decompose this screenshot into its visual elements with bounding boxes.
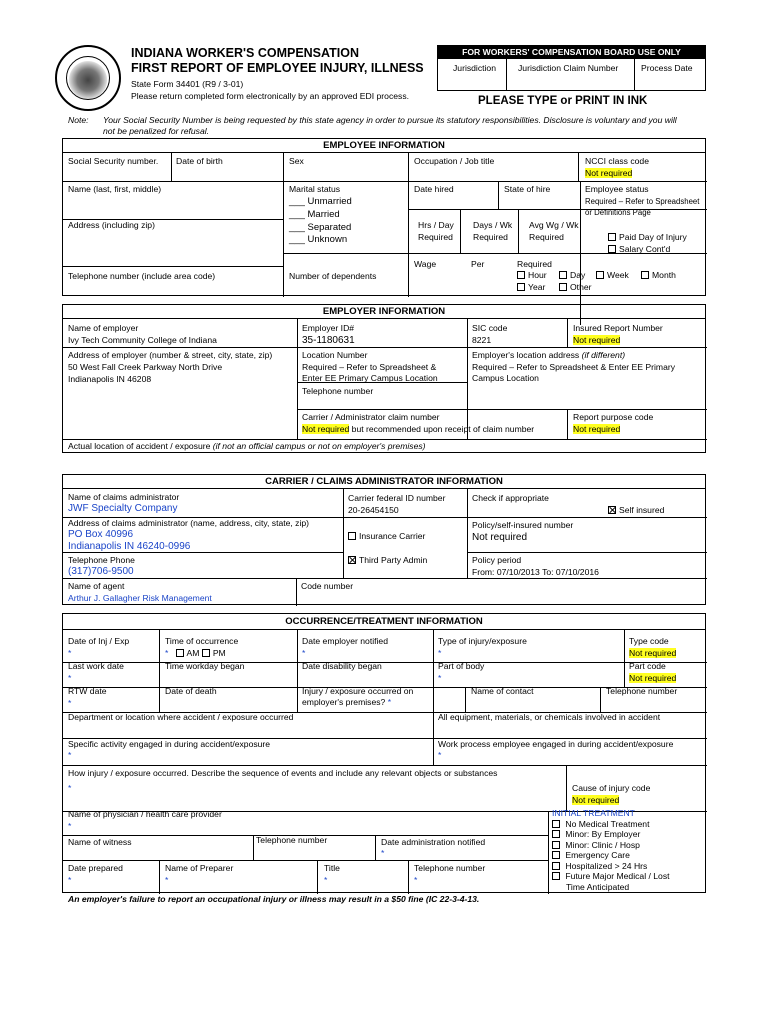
day-label: Day bbox=[570, 270, 586, 280]
claims-admin-address1[interactable]: PO Box 40996 bbox=[68, 529, 134, 540]
dob-label: Date of birth bbox=[176, 156, 223, 166]
claims-admin-value[interactable]: JWF Specialty Company bbox=[68, 503, 178, 514]
hrs-day-label: Hrs / Day bbox=[418, 220, 454, 230]
date-injury-label: Date of Inj / Exp bbox=[68, 636, 130, 646]
check-appropriate-label: Check if appropriate bbox=[472, 493, 549, 503]
instruction-text: Please return completed form electronically by an approved EDI process. bbox=[131, 91, 410, 101]
jurisdiction-claim-label: Jurisdiction Claim Number bbox=[518, 63, 619, 73]
location-address-line1: Required – Refer to Spreadsheet & Enter EE Primary bbox=[472, 362, 676, 372]
activity-label: Specific activity engaged in during accident/exposure bbox=[68, 739, 271, 749]
required-star: * bbox=[381, 848, 385, 858]
days-wk-value: Required bbox=[473, 232, 508, 242]
code-number-label: Code number bbox=[301, 581, 354, 591]
future-major-checkbox[interactable] bbox=[552, 872, 560, 880]
note-line2: not be penalized for refusal. bbox=[103, 126, 210, 136]
employer-id-label: Employer ID# bbox=[302, 323, 355, 333]
blank-line: ___ bbox=[289, 209, 305, 220]
date-admin-label: Date administration notified bbox=[381, 837, 486, 847]
location-number-label: Location Number bbox=[302, 350, 368, 360]
initial-treatment-label: INITIAL TREATMENT bbox=[552, 808, 635, 818]
blank-line: ___ bbox=[289, 196, 305, 207]
note-line1: Your Social Security Number is being requested by this state agency in order to pursue its statutory responsibilities. Disclosure is voluntary and you will bbox=[103, 115, 677, 125]
agent-label: Name of agent bbox=[68, 581, 125, 591]
sic-label: SIC code bbox=[472, 323, 508, 333]
year-checkbox[interactable] bbox=[517, 283, 525, 291]
claims-admin-address-label: Address of claims administrator (name, address, city, state, zip) bbox=[68, 518, 310, 528]
equipment-label: All equipment, materials, or chemicals involved in accident bbox=[438, 712, 661, 722]
dependents-label: Number of dependents bbox=[289, 271, 377, 281]
required-star: * bbox=[68, 673, 72, 683]
date-hired-label: Date hired bbox=[414, 184, 454, 194]
report-purpose-value: Not required bbox=[573, 424, 621, 434]
time-began-label: Time workday began bbox=[165, 661, 245, 671]
treatment-option: Hospitalized > 24 Hrs bbox=[565, 861, 648, 871]
location-address-label: Employer's location address bbox=[472, 350, 580, 360]
lost-time-label: Time Anticipated bbox=[566, 882, 630, 892]
department-label: Department or location where accident / exposure occurred bbox=[68, 712, 294, 722]
agent-value[interactable]: Arthur J. Gallagher Risk Management bbox=[68, 593, 212, 603]
employee-section bbox=[62, 138, 706, 296]
jurisdiction-label: Jurisdiction bbox=[453, 63, 496, 73]
minor-employer-checkbox[interactable] bbox=[552, 830, 560, 838]
employee-section-title: EMPLOYEE INFORMATION bbox=[63, 139, 705, 153]
rtw-label: RTW date bbox=[68, 686, 107, 696]
salary-checkbox[interactable] bbox=[608, 245, 616, 253]
avg-wg-value: Required bbox=[529, 232, 564, 242]
required-star: * bbox=[68, 750, 72, 760]
required-star: * bbox=[302, 648, 306, 658]
occurrence-section bbox=[62, 613, 706, 893]
last-work-label: Last work date bbox=[68, 661, 124, 671]
carrier-claim-highlight: Not required bbox=[302, 424, 350, 434]
self-insured-label: Self insured bbox=[619, 505, 665, 515]
treatment-option: Minor: Clinic / Hosp bbox=[565, 840, 640, 850]
physician-label: Name of physician / health care provider bbox=[68, 809, 222, 819]
occurrence-section-title: OCCURRENCE/TREATMENT INFORMATION bbox=[63, 614, 705, 630]
how-injury-label: How injury / exposure occurred. Describe the sequence of events and include any relevant objects or substances bbox=[68, 768, 498, 778]
avg-wg-label: Avg Wg / Wk bbox=[529, 220, 579, 230]
required-star: * bbox=[387, 697, 392, 707]
emp-status-value2: or Definitions Page bbox=[585, 208, 651, 217]
required-star: * bbox=[68, 648, 72, 658]
title-label: Title bbox=[324, 863, 340, 873]
premises-label2: employer's premises? bbox=[302, 697, 386, 707]
form-title-line1: INDIANA WORKER'S COMPENSATION bbox=[131, 46, 359, 60]
am-label: AM bbox=[186, 648, 200, 658]
emp-status-value1: Required – Refer to Spreadsheet bbox=[585, 197, 700, 206]
employer-name-value[interactable]: Ivy Tech Community College of Indiana bbox=[68, 335, 217, 345]
insured-report-value: Not required bbox=[573, 335, 621, 345]
state-seal bbox=[55, 45, 121, 111]
address-label: Address (including zip) bbox=[68, 220, 155, 230]
required-star: * bbox=[68, 783, 72, 793]
note-label: Note: bbox=[68, 115, 89, 125]
footer-warning: An employer's failure to report an occupational injury or illness may result in a $50 fine (IC 22-3-4-13. bbox=[68, 894, 480, 904]
hour-label: Hour bbox=[528, 270, 547, 280]
required-star: * bbox=[165, 648, 169, 658]
third-party-admin-checkbox[interactable] bbox=[348, 556, 356, 564]
ssn-label: Social Security number. bbox=[68, 156, 159, 166]
type-injury-label: Type of injury/exposure bbox=[438, 636, 527, 646]
emergency-care-checkbox[interactable] bbox=[552, 851, 560, 859]
print-in-ink: PLEASE TYPE or PRINT IN INK bbox=[478, 95, 648, 107]
report-purpose-label: Report purpose code bbox=[573, 412, 654, 422]
carrier-claim-rest: but recommended upon receipt of claim number bbox=[349, 424, 535, 434]
insured-report-label: Insured Report Number bbox=[573, 323, 663, 333]
location-address-paren: (if different) bbox=[581, 350, 626, 360]
employer-section bbox=[62, 304, 706, 453]
state-hire-label: State of hire bbox=[504, 184, 551, 194]
form-title-line2: FIRST REPORT OF EMPLOYEE INJURY, ILLNESS bbox=[131, 61, 424, 75]
location-address-line2: Campus Location bbox=[472, 373, 539, 383]
fein-label: Carrier federal ID number bbox=[348, 493, 446, 503]
ncci-value: Not required bbox=[585, 168, 633, 178]
type-code-value: Not required bbox=[629, 648, 677, 658]
cause-code-value: Not required bbox=[572, 795, 620, 805]
cause-code-label: Cause of injury code bbox=[572, 783, 651, 793]
am-checkbox[interactable] bbox=[176, 649, 184, 657]
part-code-value: Not required bbox=[629, 673, 677, 683]
board-use-box bbox=[437, 45, 706, 91]
required-star: * bbox=[68, 698, 72, 708]
required-star: * bbox=[68, 821, 72, 831]
week-label: Week bbox=[607, 270, 629, 280]
actual-location-label: Actual location of accident / exposure bbox=[68, 441, 211, 451]
required-star: * bbox=[68, 875, 72, 885]
required-star: * bbox=[438, 648, 442, 658]
preparer-telephone-label: Telephone number bbox=[414, 863, 486, 873]
required-star: * bbox=[414, 875, 418, 885]
date-prepared-label: Date prepared bbox=[68, 863, 123, 873]
per-value: Required bbox=[517, 259, 552, 269]
paid-day-checkbox[interactable] bbox=[608, 233, 616, 241]
hospitalized-checkbox[interactable] bbox=[552, 862, 560, 870]
no-medical-checkbox[interactable] bbox=[552, 820, 560, 828]
marital-label: Marital status bbox=[289, 184, 341, 194]
carrier-section bbox=[62, 474, 706, 605]
work-process-label: Work process employee engaged in during accident/exposure bbox=[438, 739, 674, 749]
employer-id-value[interactable]: 35-1180631 bbox=[302, 335, 355, 346]
location-number-line1: Required – Refer to Spreadsheet & bbox=[302, 362, 437, 372]
form-number: State Form 34401 (R9 / 3-01) bbox=[131, 79, 244, 89]
emp-status-label: Employee status bbox=[585, 184, 649, 194]
location-number-line2: Enter EE Primary Campus Location bbox=[302, 373, 438, 383]
name-label: Name (last, first, middle) bbox=[68, 184, 162, 194]
other-label: Other bbox=[570, 282, 592, 292]
date-notified-label: Date employer notified bbox=[302, 636, 388, 646]
third-party-admin-label: Third Party Admin bbox=[359, 555, 428, 565]
employer-address-label: Address of employer (number & street, city, state, zip) bbox=[68, 350, 273, 360]
insurance-carrier-checkbox[interactable] bbox=[348, 532, 356, 540]
days-wk-label: Days / Wk bbox=[473, 220, 513, 230]
board-use-header: FOR WORKERS' COMPENSATION BOARD USE ONLY bbox=[438, 46, 705, 59]
carrier-claim-label: Carrier / Administrator claim number bbox=[302, 412, 440, 422]
occupation-label: Occupation / Job title bbox=[414, 156, 495, 166]
claims-admin-label: Name of claims administrator bbox=[68, 492, 180, 502]
policy-period-label: Policy period bbox=[472, 555, 522, 565]
day-checkbox[interactable] bbox=[559, 271, 567, 279]
employer-name-label: Name of employer bbox=[68, 323, 139, 333]
employer-address-line2[interactable]: Indianapolis IN 46208 bbox=[68, 374, 152, 384]
sic-value[interactable]: 8221 bbox=[472, 335, 492, 345]
month-checkbox[interactable] bbox=[641, 271, 649, 279]
unknown-option[interactable]: Unknown bbox=[307, 234, 348, 245]
year-label: Year bbox=[528, 282, 546, 292]
required-star: * bbox=[438, 673, 442, 683]
preparer-label: Name of Preparer bbox=[165, 863, 234, 873]
required-star: * bbox=[324, 875, 328, 885]
minor-clinic-checkbox[interactable] bbox=[552, 841, 560, 849]
type-code-label: Type code bbox=[629, 636, 669, 646]
other-checkbox[interactable] bbox=[559, 283, 567, 291]
employer-address-line1[interactable]: 50 West Fall Creek Parkway North Drive bbox=[68, 362, 223, 372]
policy-number-label: Policy/self-insured number bbox=[472, 520, 574, 530]
required-star: * bbox=[438, 750, 442, 760]
employer-section-title: EMPLOYER INFORMATION bbox=[63, 305, 705, 319]
carrier-telephone-label: Telephone Phone bbox=[68, 555, 135, 565]
separated-option[interactable]: Separated bbox=[307, 222, 352, 233]
time-occurrence-label: Time of occurrence bbox=[165, 636, 239, 646]
treatment-option: Emergency Care bbox=[565, 850, 630, 860]
sex-label: Sex bbox=[289, 156, 304, 166]
treatment-option: Future Major Medical / Lost bbox=[565, 871, 670, 881]
witness-label: Name of witness bbox=[68, 837, 132, 847]
hour-checkbox[interactable] bbox=[517, 271, 525, 279]
telephone-label: Telephone number (include area code) bbox=[68, 271, 216, 281]
ncci-label: NCCI class code bbox=[585, 156, 649, 166]
witness-telephone-label: Telephone number bbox=[256, 835, 328, 845]
part-body-label: Part of body bbox=[438, 661, 485, 671]
claims-admin-address2[interactable]: Indianapolis IN 46240-0996 bbox=[68, 541, 191, 552]
contact-label: Name of contact bbox=[471, 686, 534, 696]
carrier-telephone-value[interactable]: (317)706-9500 bbox=[68, 566, 134, 577]
per-label: Per bbox=[471, 259, 485, 269]
paid-day-label: Paid Day of Injury bbox=[619, 232, 687, 242]
treatment-option: No Medical Treatment bbox=[565, 819, 650, 829]
process-date-label: Process Date bbox=[641, 63, 693, 73]
salary-label: Salary Cont'd bbox=[619, 244, 671, 254]
carrier-section-title: CARRIER / CLAIMS ADMINISTRATOR INFORMATION bbox=[63, 475, 705, 489]
premises-label1: Injury / exposure occurred on bbox=[302, 686, 414, 696]
self-insured-checkbox[interactable] bbox=[608, 506, 616, 514]
date-death-label: Date of death bbox=[165, 686, 217, 696]
actual-location-paren: (if not an official campus or not on employer's premises) bbox=[212, 441, 426, 451]
blank-line: ___ bbox=[289, 234, 305, 245]
required-star: * bbox=[165, 875, 169, 885]
hrs-day-value: Required bbox=[418, 232, 453, 242]
employer-telephone-label: Telephone number bbox=[302, 386, 374, 396]
contact-telephone-label: Telephone number bbox=[606, 686, 678, 696]
policy-period-value: From: 07/10/2013 To: 07/10/2016 bbox=[472, 567, 599, 577]
date-disability-label: Date disability began bbox=[302, 661, 382, 671]
policy-number-value: Not required bbox=[472, 532, 528, 543]
pm-label: PM bbox=[212, 648, 226, 658]
treatment-option: Minor: By Employer bbox=[565, 829, 641, 839]
insurance-carrier-label: Insurance Carrier bbox=[359, 531, 426, 541]
week-checkbox[interactable] bbox=[596, 271, 604, 279]
wage-label: Wage bbox=[414, 259, 437, 269]
month-label: Month bbox=[652, 270, 676, 280]
pm-checkbox[interactable] bbox=[202, 649, 210, 657]
fein-value[interactable]: 20-26454150 bbox=[348, 505, 399, 515]
blank-line: ___ bbox=[289, 222, 305, 233]
married-option[interactable]: Married bbox=[307, 209, 340, 220]
part-code-label: Part code bbox=[629, 661, 666, 671]
unmarried-option[interactable]: Unmarried bbox=[307, 196, 352, 207]
